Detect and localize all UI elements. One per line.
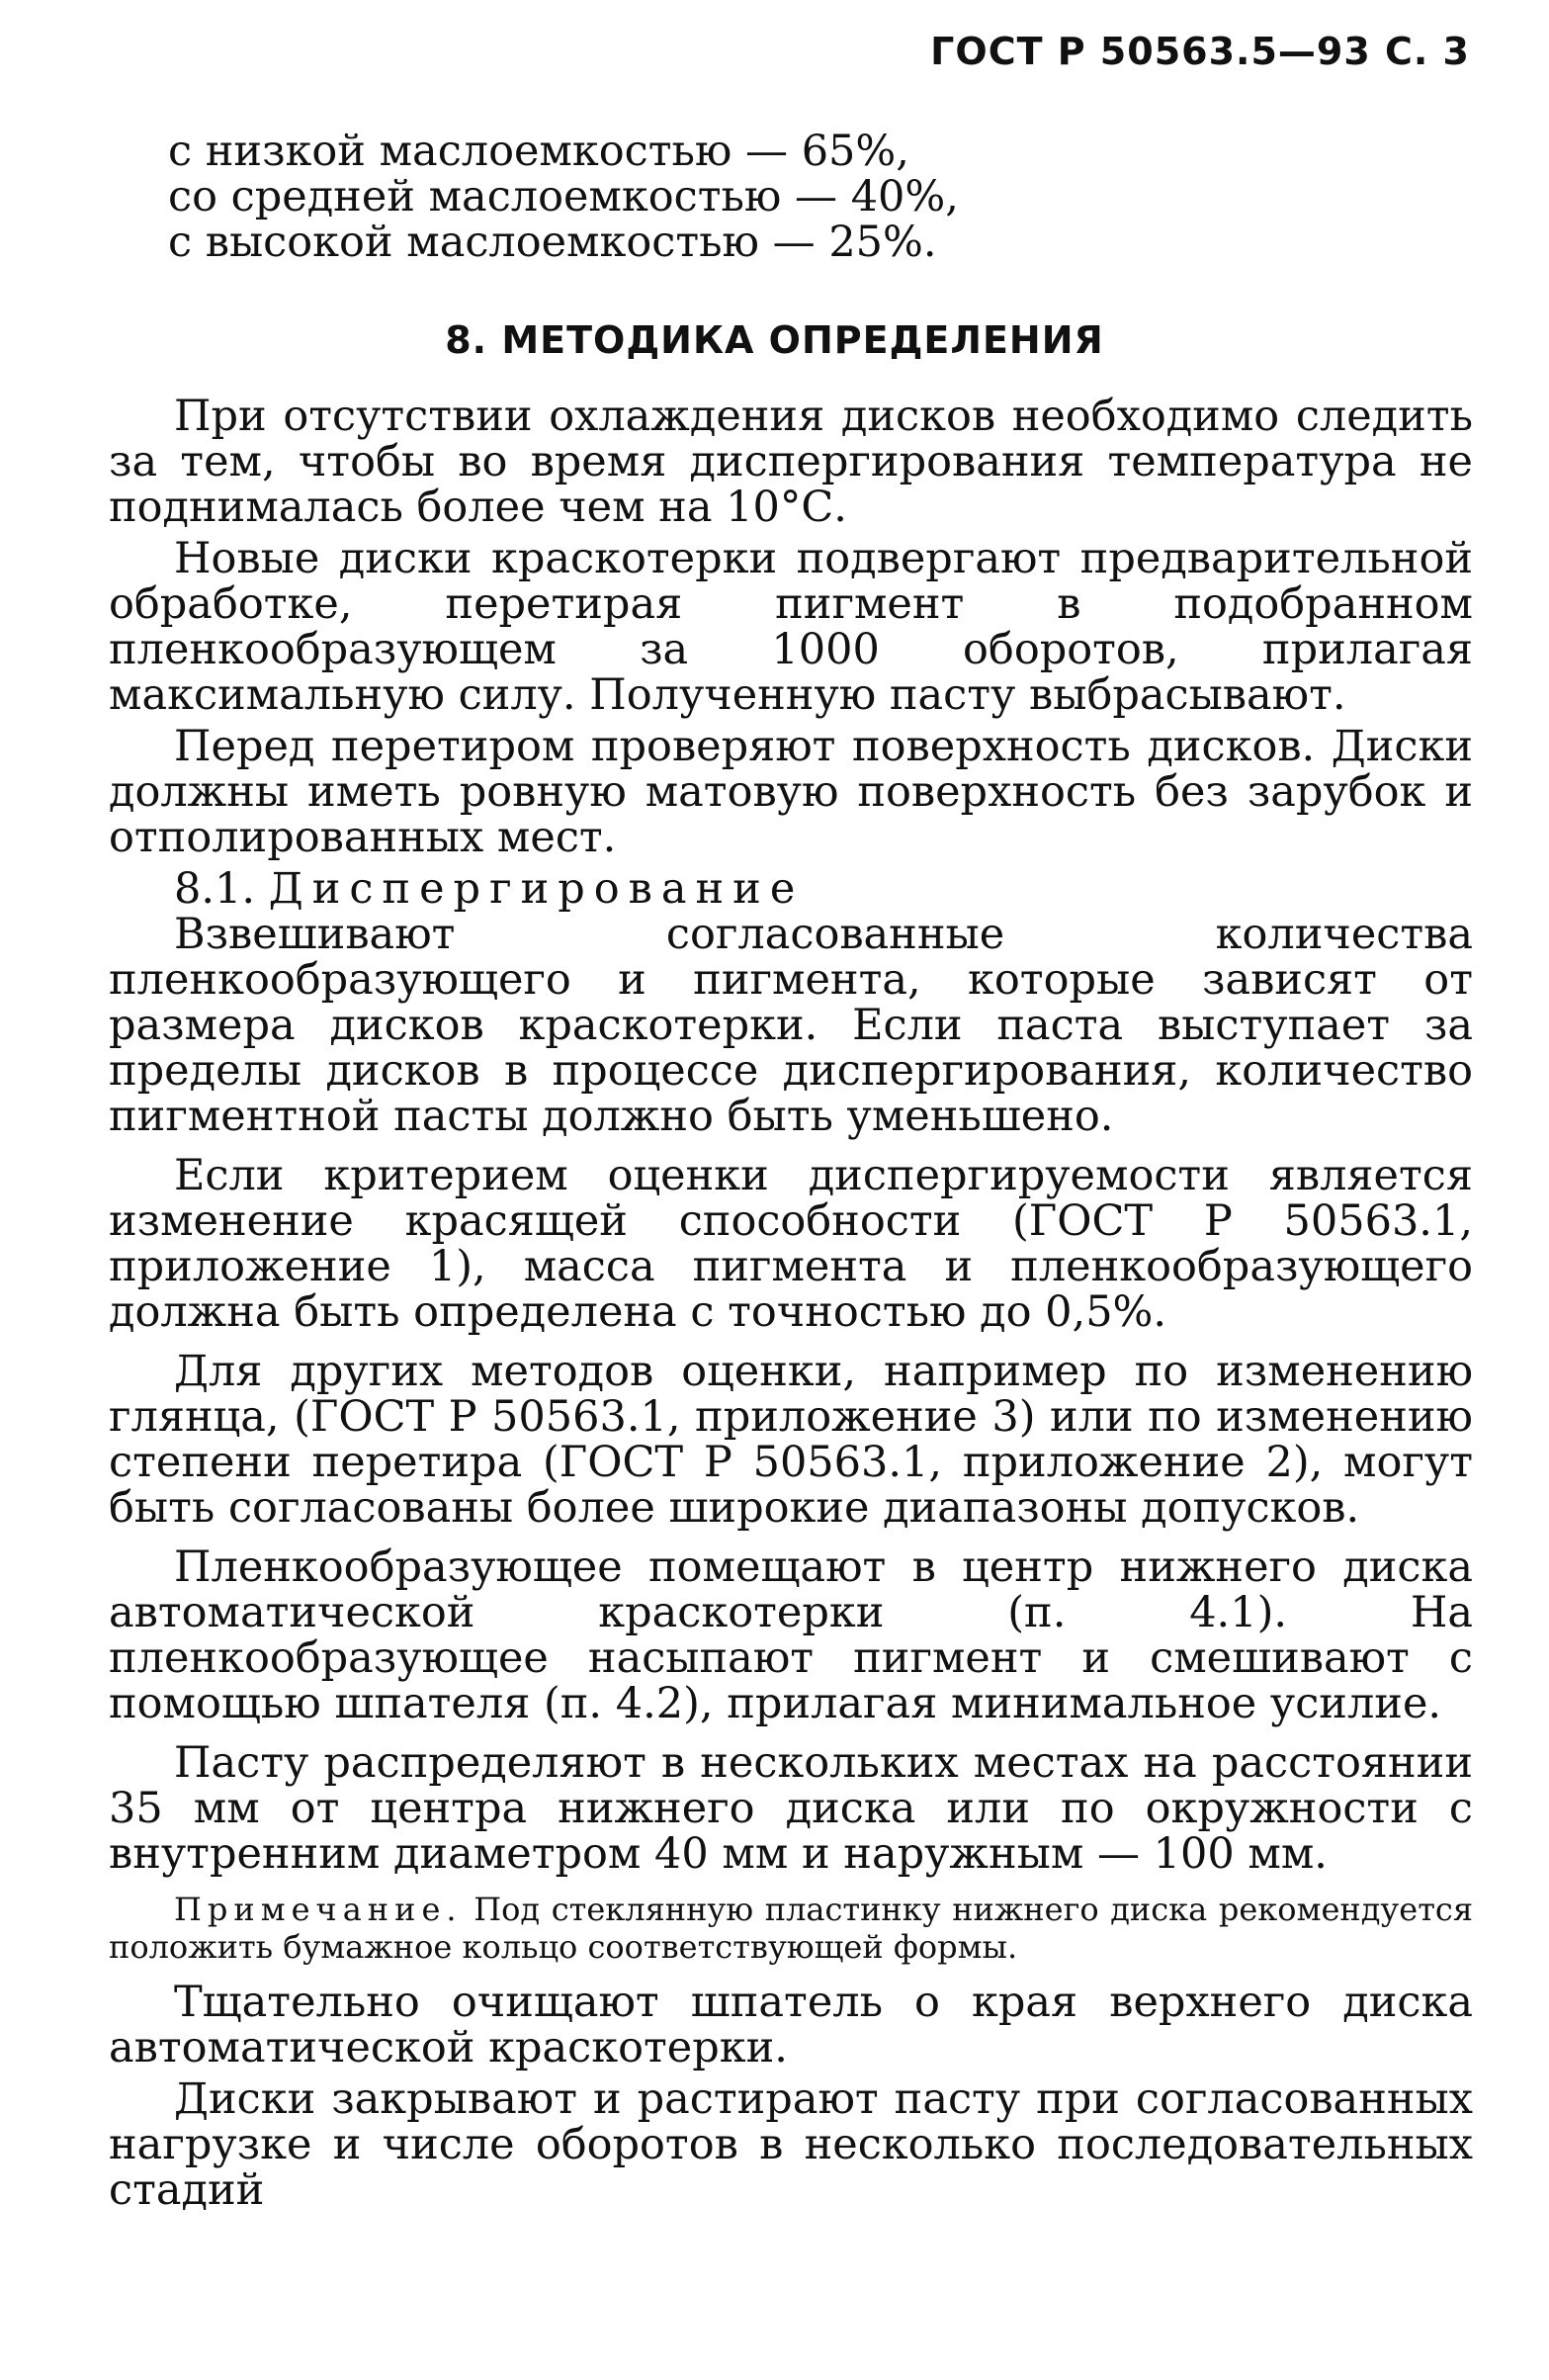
paragraph: Взвешивают согласованные количества пленкообразующего и пигмента, которые зависят от размера дисков краскотерки. Если паста выступает за пределы дисков в процессе диспергирования, количество пигментной пасты должно быть уменьшено. <box>109 910 1473 1141</box>
section-title: 8. МЕТОДИКА ОПРЕДЕЛЕНИЯ <box>445 318 1104 362</box>
subsection-number: 8.1. <box>174 864 256 914</box>
body-text <box>109 394 1473 2213</box>
paragraph: Новые диски краскотерки подвергают предварительной обработке, перетирая пигмент в подобранном пленкообразующем за 1000 оборотов, прилагая максимальную силу. Полученную пасту выбрасывают. <box>109 534 1473 720</box>
list-item: с низкой маслоемкостью — 65%, <box>168 127 909 176</box>
note <box>109 1891 1473 1966</box>
paragraph: Перед перетиром проверяют поверхность дисков. Диски должны иметь ровную матовую поверхность без зарубок и отполированных мест. <box>109 722 1473 862</box>
paragraph: Если критерием оценки диспергируемости является изменение красящей способности (ГОСТ Р 50563.1, приложение 1), масса пигмента и пленкообразующего должна быть определена с точностью до 0,5%. <box>109 1151 1473 1337</box>
paragraph: Пленкообразующее помещают в центр нижнего диска автоматической краскотерки (п. 4.1). На пленкообразующее насыпают пигмент и смешивают с помощью шпателя (п. 4.2), прилагая минимальное усилие. <box>109 1543 1473 1728</box>
list-item: со средней маслоемкостью — 40%, <box>168 172 959 221</box>
oil-absorption-list <box>168 129 959 265</box>
page-header: ГОСТ Р 50563.5—93 С. 3 <box>930 30 1470 73</box>
note-text: Под стеклянную пластинку нижнего диска рекомендуется положить бумажное кольцо соответствующей формы. <box>109 1891 1474 1966</box>
paragraph: Для других методов оценки, например по изменению глянца, (ГОСТ Р 50563.1, приложение 3) или по изменению степени перетира (ГОСТ Р 50563.1, приложение 2), могут быть согласованы более широкие диапазоны допусков. <box>109 1347 1473 1533</box>
note-label: Примечание. <box>174 1891 463 1928</box>
paragraph: При отсутствии охлаждения дисков необходимо следить за тем, чтобы во время диспергирования температура не поднималась более чем на 10°С. <box>109 392 1473 532</box>
subsection-title: Диспергирование <box>268 864 805 914</box>
list-item: с высокой маслоемкостью — 25%. <box>168 218 937 267</box>
paragraph: Пасту распределяют в нескольких местах на расстоянии 35 мм от центра нижнего диска или по окружности с внутренним диаметром 40 мм и наружным — 100 мм. <box>109 1738 1473 1879</box>
paragraph: Тщательно очищают шпатель о края верхнего диска автоматической краскотерки. <box>109 1978 1473 2072</box>
paragraph: Диски закрывают и растирают пасту при согласованных нагрузке и числе оборотов в несколько последовательных стадий <box>109 2074 1473 2215</box>
subsection-heading <box>109 866 1473 912</box>
